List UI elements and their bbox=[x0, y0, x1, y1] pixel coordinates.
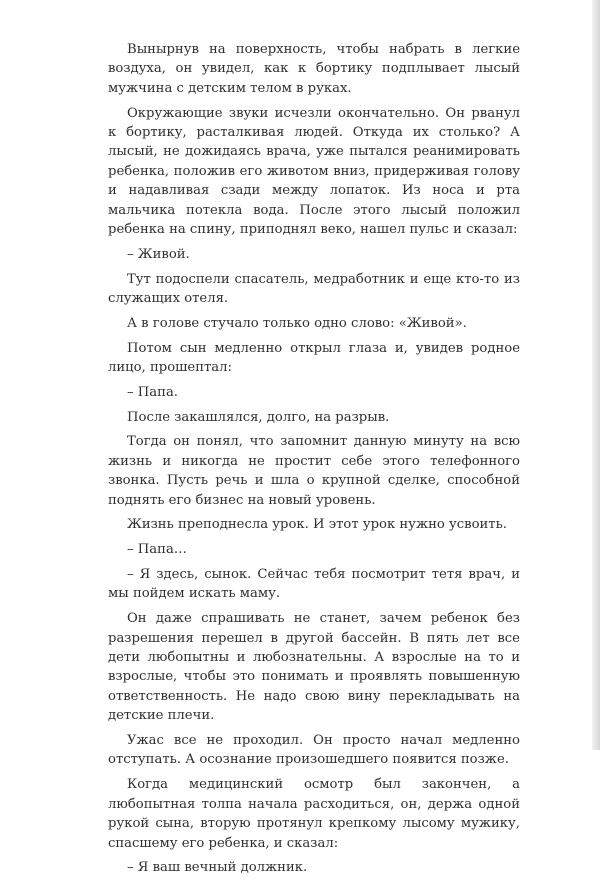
paragraph: – Я ваш вечный должник. bbox=[127, 860, 308, 876]
page-body bbox=[108, 40, 520, 883]
paragraph: – Я здесь, сынок. Сейчас тебя посмотрит тетя врач, и мы пойдем искать маму. bbox=[108, 567, 520, 602]
paragraph: Ужас все не проходил. Он просто начал медленно отступать. А осознание произошедшего появится позже. bbox=[108, 733, 520, 768]
paragraph: Вынырнув на поверхность, чтобы набрать в легкие воздуха, он увидел, как к бортику подплывает лысый мужчина с детским телом в руках. bbox=[108, 42, 520, 96]
paragraph: – Папа. bbox=[127, 384, 178, 400]
paragraph: А в голове стучало только одно слово: «Живой». bbox=[127, 315, 467, 331]
paragraph: – Живой. bbox=[127, 246, 190, 262]
paragraph: Он даже спрашивать не станет, зачем ребенок без разрешения перешел в другой бассейн. В пять лет все дети любопытны и любознательны. А взрослые на то и взрослые, чтобы это понимать и проявлять повышенную ответственность. Не надо свою вину перекладывать на детские плечи. bbox=[108, 611, 520, 724]
paragraph: Когда медицинский осмотр был закончен, а любопытная толпа начала расходиться, он, держа одной рукой сына, вторую протянул крепкому лысому мужику, спасшему его ребенка, и сказал: bbox=[108, 777, 520, 851]
paragraph: Тогда он понял, что запомнит данную минуту на всю жизнь и никогда не простит себе этого телефонного звонка. Пусть речь и шла о крупной сделке, способной поднять его бизнес на новый уровень. bbox=[108, 434, 520, 508]
paragraph: Окружающие звуки исчезли окончательно. Он рванул к бортику, расталкивая людей. Откуда их столько? А лысый, не дожидаясь врача, уже пытался реанимировать ребенка, положив его животом вниз, придерживая голову и надавливая сзади между лопаток. Из носа и рта мальчика потекла вода. После этого лысый положил ребенка на спину, приподнял веко, нашел пульс и сказал: bbox=[108, 105, 520, 238]
paragraph: – Папа… bbox=[127, 542, 187, 558]
paragraph: После закашлялся, долго, на разрыв. bbox=[127, 409, 390, 425]
paragraph: Тут подоспели спасатель, медработник и еще кто-то из служащих отеля. bbox=[108, 271, 520, 307]
paragraph: Жизнь преподнесла урок. И этот урок нужно усвоить. bbox=[127, 517, 507, 533]
paragraph: Потом сын медленно открыл глаза и, увидев родное лицо, прошептал: bbox=[108, 340, 520, 376]
scan-edge-shadow bbox=[592, 0, 600, 750]
